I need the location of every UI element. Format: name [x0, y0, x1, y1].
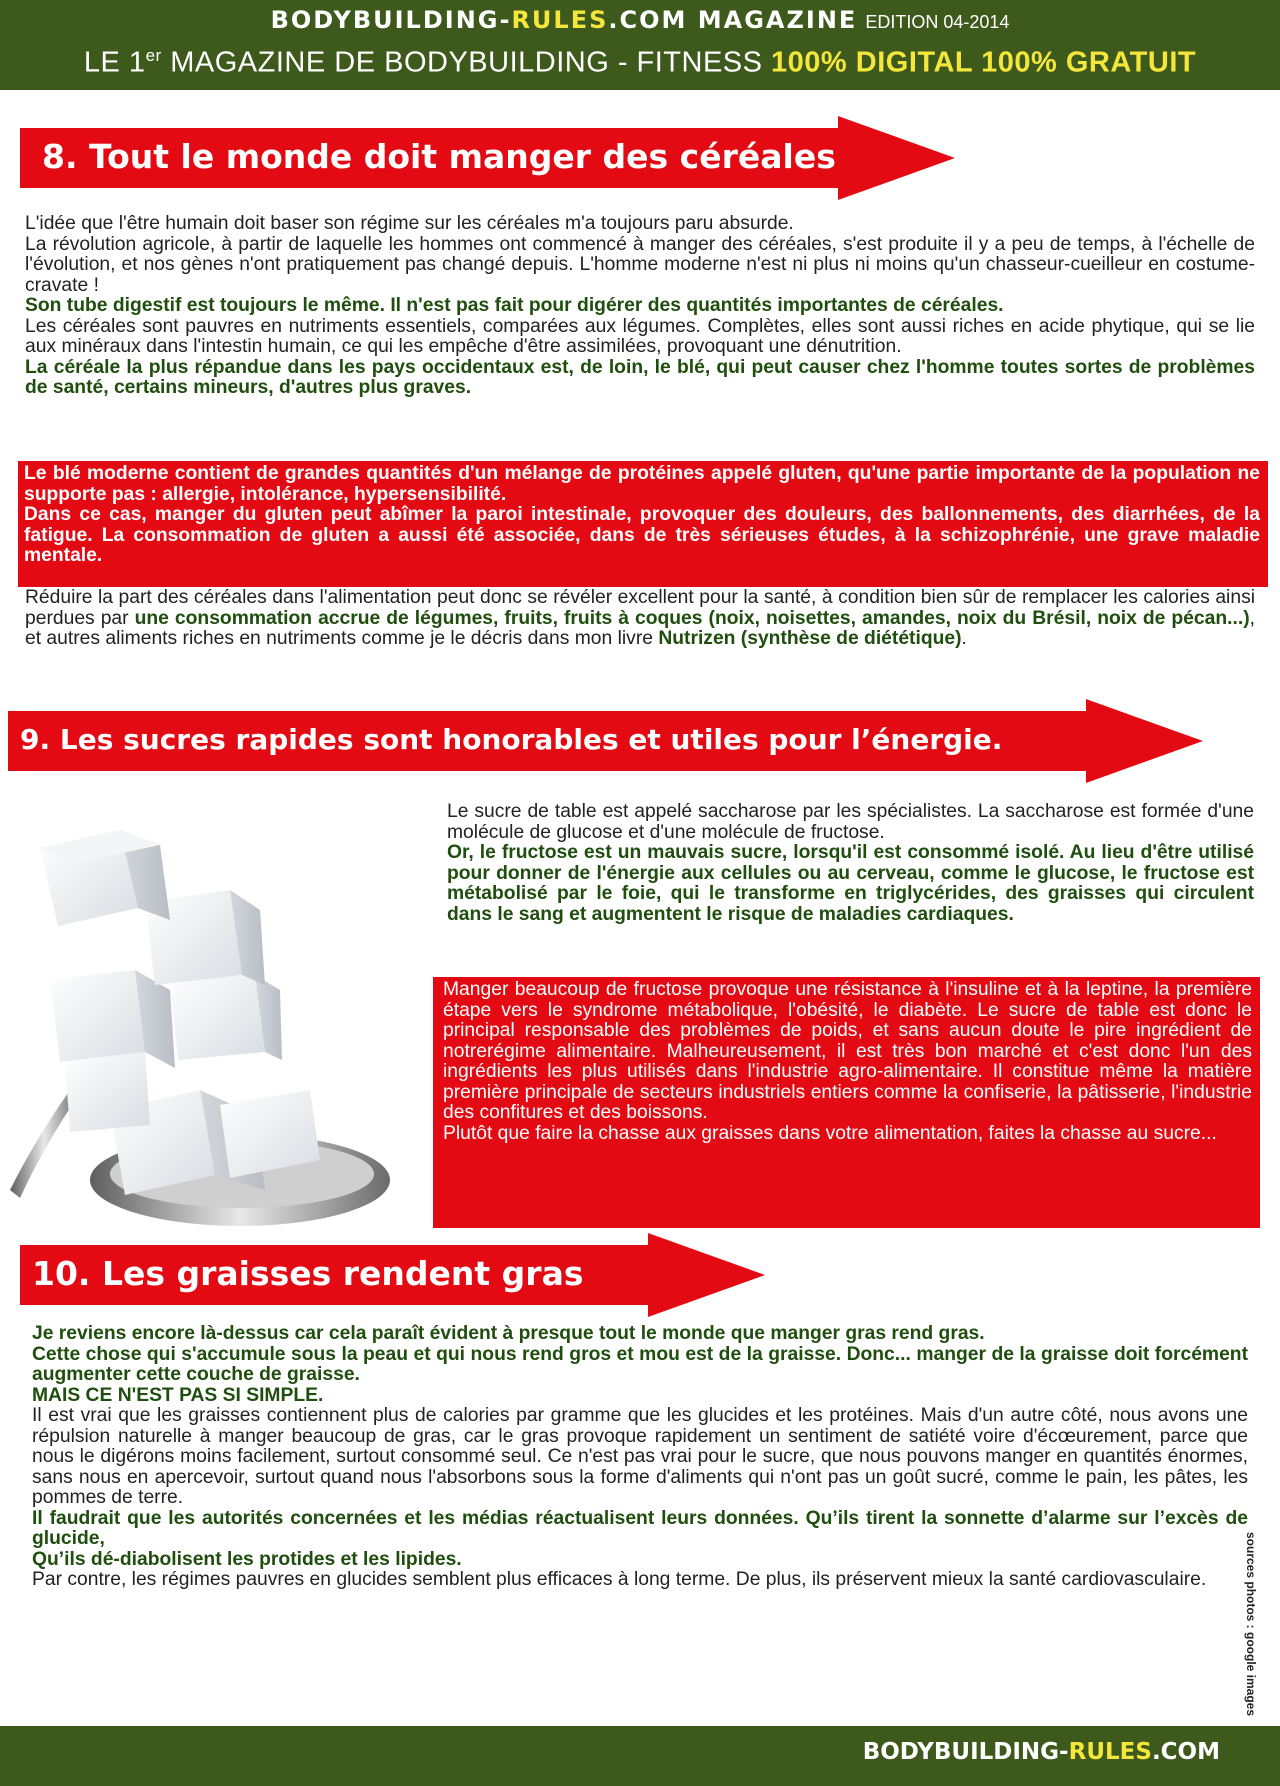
- paragraph-bold: La céréale la plus répandue dans les pays occidentaux est, de loin, le blé, qui peut causer chez l'homme toutes sortes de problèmes de santé, certains mineurs, d'autres plus graves.: [25, 356, 1255, 398]
- brand-part: .COM MAGAZINE: [608, 6, 858, 34]
- paragraph: Il est vrai que les graisses contiennent plus de calories par gramme que les glucides et les protéines. Mais d'un autre côté, nous avons une répulsion naturelle à manger beaucoup de gras, car le gras provoque rapidement un sentiment de satiété voire d'écœurement, parce que nous le digérons moins facilement, surtout consommé seul. Ce n'est pas vrai pour le sucre, que nous pouvons manger en quantités énormes, sans nous en apercevoir, surtout quand nous l'absorbons sous la forme d'aliments qui n'ont pas un goût sucré, comme le pain, les pâtes, les pommes de terre.: [32, 1405, 1248, 1508]
- sugar-cubes-image: [10, 790, 390, 1230]
- highlight-paragraph: Le blé moderne contient de grandes quantités d'un mélange de protéines appelé gluten, qu'une partie importante de la population ne supporte pas : allergie, intolérance, hypersensibilité.: [24, 463, 1260, 505]
- section-9-body: [447, 802, 1254, 925]
- text-run: Réduire la part des céréales dans l'alimentation peut donc se révéler excellent pour la santé, à condition bien sûr de remplacer les calories ainsi perdues par: [25, 587, 1255, 629]
- paragraph-bold: MAIS CE N'EST PAS SI SIMPLE.: [32, 1384, 324, 1406]
- section-9-heading: [8, 699, 1203, 783]
- footer-brand: [863, 1739, 1220, 1765]
- section-10-heading: [20, 1233, 765, 1317]
- section-8-highlight-box: [18, 461, 1268, 587]
- paragraph-bold: Or, le fructose est un mauvais sucre, lorsqu'il est consommé isolé. Au lieu d'être utilisé pour donner de l'énergie aux cellules ou au cerveau, comme le glucose, le fructose est métabolisé par le foie, qui le transforme en triglycérides, des graisses qui circulent dans le sang et augmentent le risque de maladies cardiaques.: [447, 842, 1254, 925]
- paragraph: Les céréales sont pauvres en nutriments essentiels, comparées aux légumes. Complètes, elles sont aussi riches en acide phytique, qui se lie aux minéraux dans l'intestin humain, ce qui les empêche d'être assimilées, provoquant une dénutrition.: [25, 315, 1255, 357]
- text-run: , et autres aliments riches en nutriments comme je le décris dans mon livre: [25, 607, 1255, 649]
- brand-highlight: RULES: [511, 6, 609, 34]
- section-9-highlight-box: [433, 977, 1260, 1228]
- highlight-paragraph: Dans ce cas, manger du gluten peut abîmer la paroi intestinale, provoquer des douleurs, des ballonnements, des diarrhées, de la fatigue. La consommation de gluten a aussi été associée, dans de très sérieuses études, à la schizophrénie, une grave maladie mentale.: [24, 504, 1260, 566]
- section-8-title: 8. Tout le monde doit manger des céréales: [42, 137, 836, 176]
- brand-part: BODYBUILDING-: [270, 6, 512, 34]
- magazine-title: [0, 6, 1280, 34]
- highlight-paragraph: Manger beaucoup de fructose provoque une résistance à l'insuline et à la leptine, la première étape vers le syndrome métabolique, l'obésité, le diabète. Le sucre de table est donc le principal responsable des problèmes de poids, et sans aucun doute le pire ingrédient de notrerégime alimentaire. Malheureusement, il est très bon marché et c'est donc l'un des ingrédients les plus utilisés dans l'industrie agro-alimentaire. Il constitue même la matière première principale de secteurs industriels entiers comme la confiserie, la pâtisserie, l'industrie des confitures et des boissons.: [443, 979, 1252, 1123]
- edition-label: EDITION 04-2014: [865, 12, 1010, 32]
- paragraph-bold: Son tube digestif est toujours le même. Il n'est pas fait pour digérer des quantités importantes de céréales.: [25, 295, 1004, 316]
- text-run-bold: une consommation accrue de légumes, fruits, fruits à coques (noix, noisettes, amandes, noix du Brésil, noix de pécan...): [134, 607, 1250, 629]
- brand-part: .COM: [1151, 1739, 1220, 1765]
- magazine-tagline: [0, 46, 1280, 80]
- photo-credit: sources photos : google images: [1244, 1532, 1258, 1717]
- tagline-part: LE 1: [83, 46, 146, 79]
- magazine-footer: [0, 1726, 1280, 1786]
- tagline-superscript: er: [145, 46, 162, 65]
- section-10-body: [32, 1324, 1248, 1591]
- tagline-highlight: 100% DIGITAL 100% GRATUIT: [771, 46, 1197, 79]
- paragraph: [25, 588, 1255, 650]
- paragraph-bold: Je reviens encore là-dessus car cela paraît évident à presque tout le monde que manger gras rend gras.: [32, 1323, 985, 1344]
- paragraph-bold: Qu’ils dé-diabolisent les protides et les lipides.: [32, 1548, 462, 1570]
- section-8-conclusion: [25, 588, 1255, 650]
- section-10-title: 10. Les graisses rendent gras: [32, 1254, 584, 1293]
- brand-part: BODYBUILDING-: [862, 1739, 1069, 1765]
- text-run: .: [961, 628, 967, 649]
- magazine-header: [0, 0, 1280, 90]
- paragraph: L'idée que l'être humain doit baser son régime sur les céréales m'a toujours paru absurde.: [25, 213, 794, 234]
- tagline-part: MAGAZINE DE BODYBUILDING - FITNESS: [161, 46, 772, 79]
- book-title: Nutrizen (synthèse de diététique): [658, 628, 962, 649]
- paragraph-bold: Il faudrait que les autorités concernées et les médias réactualisent leurs données. Qu’ils tirent la sonnette d’alarme sur l’excès de glucide,: [32, 1507, 1248, 1549]
- paragraph: La révolution agricole, à partir de laquelle les hommes ont commencé à manger des céréales, s'est produite il y a peu de temps, à l'échelle de l'évolution, et nos gènes n'ont pratiquement pas changé depuis. L'homme moderne n'est ni plus ni moins qu'un chasseur-cueilleur en costume-cravate !: [25, 233, 1255, 296]
- section-8-body: [25, 214, 1255, 399]
- section-9-title: 9. Les sucres rapides sont honorables et utiles pour l’énergie.: [20, 723, 1003, 756]
- section-8-heading: [20, 116, 955, 200]
- brand-highlight: RULES: [1068, 1739, 1152, 1765]
- highlight-paragraph: Plutôt que faire la chasse aux graisses dans votre alimentation, faites la chasse au sucre...: [443, 1122, 1217, 1144]
- paragraph: Par contre, les régimes pauvres en glucides semblent plus efficaces à long terme. De plus, ils préservent mieux la santé cardiovasculaire.: [32, 1569, 1207, 1590]
- paragraph: Le sucre de table est appelé saccharose par les spécialistes. La saccharose est formée d'une molécule de glucose et d'une molécule de fructose.: [447, 801, 1254, 843]
- paragraph-bold: Cette chose qui s'accumule sous la peau et qui nous rend gros et mou est de la graisse. Donc... manger de la graisse doit forcément augmenter cette couche de graisse.: [32, 1343, 1248, 1385]
